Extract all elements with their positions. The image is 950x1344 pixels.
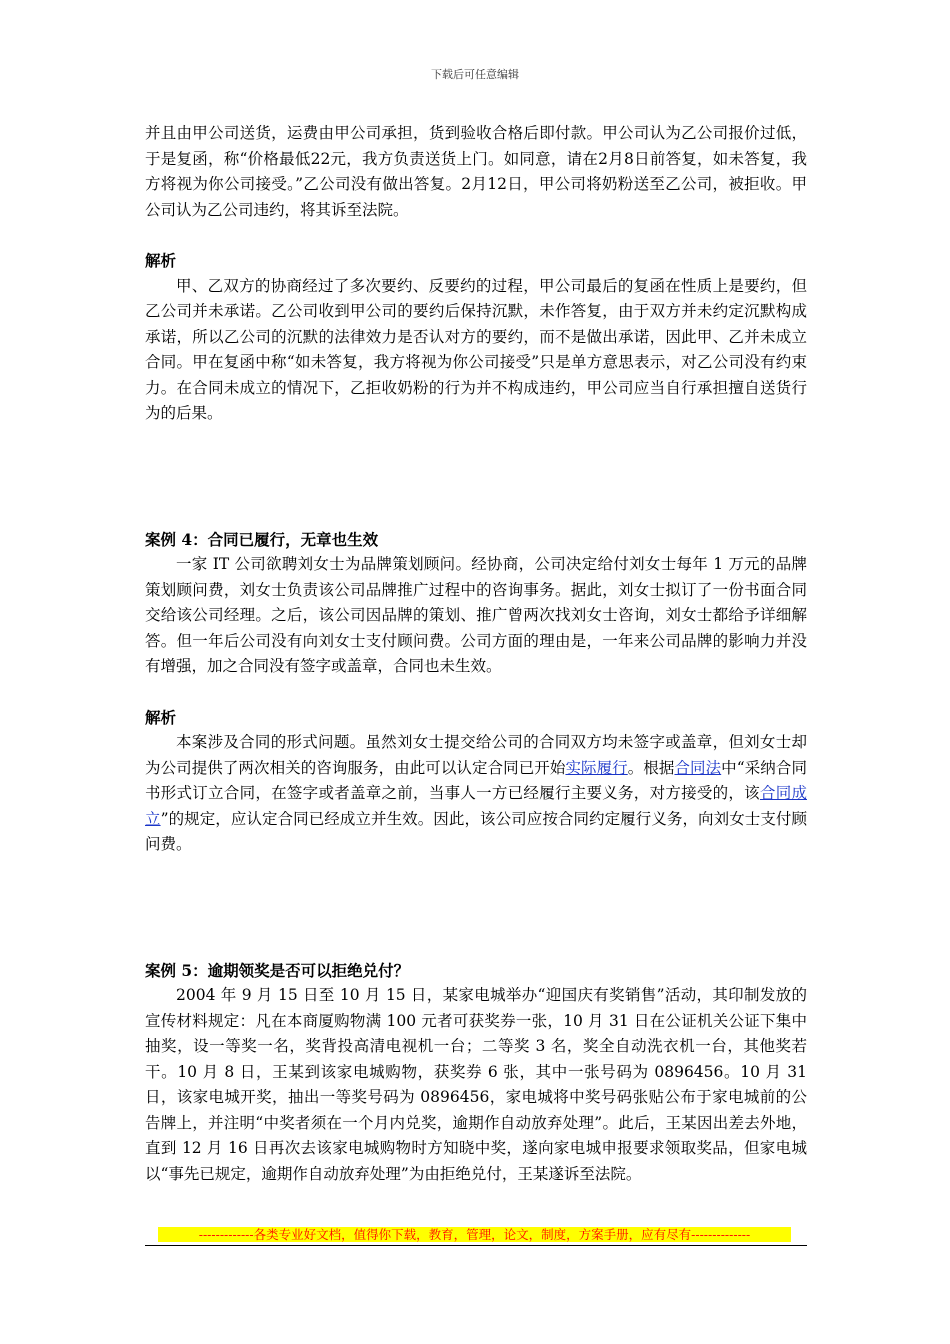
analysis-text-part3: 中“采纳合同书形式订立合同，在签字或者盖章之前，当事人一方已经履行主要义务，对方接受的，该 xyxy=(145,758,807,802)
paragraph-case4-facts: 一家 IT 公司欲聘刘女士为品牌策划顾问。经协商，公司决定给付刘女士每年 1 万元的品牌策划顾问费，刘女士负责该公司品牌推广过程中的咨询事务。据此，刘女士拟订了一份书面合同交给该公司经理。之后，该公司因品牌的策划、推广曾两次找刘女士咨询，刘女士都给予详细解答。但一年后公司没有向刘女士支付顾问费。公司方面的理由是，一年来公司品牌的影响力并没有增强，加之合同没有签字或盖章，合同也未生效。 xyxy=(145,555,807,675)
paragraph-case3-facts: 并且由甲公司送货，运费由甲公司承担，货到验收合格后即付款。甲公司认为乙公司报价过低，于是复函，称“价格最低22元，我方负责送货上门。如同意，请在2月8日前答复，如未答复，我方将视为你公司接受。”乙公司没有做出答复。2月12日，甲公司将奶粉送至乙公司，被拒收。甲公司认为乙公司违约，将其诉至法院。 xyxy=(145,124,807,219)
analysis-text-part2: 。根据 xyxy=(627,758,675,777)
heading-analysis-case3: 解析 xyxy=(145,251,177,270)
link-actual-performance[interactable]: 实际履行 xyxy=(565,758,628,777)
analysis-text-part4: ”的规定，应认定合同已经成立并生效。因此，该公司应按合同约定履行义务，向刘女士支付顾问费。 xyxy=(145,809,807,853)
heading-case5: 案例 5：逾期领奖是否可以拒绝兑付？ xyxy=(145,960,410,980)
heading-case4: 案例 4：合同已履行，无章也生效 xyxy=(145,529,379,549)
page-header: 下载后可任意编辑 xyxy=(431,68,519,81)
paragraph-analysis-case4 xyxy=(145,730,807,858)
paragraph-case5-facts: 2004 年 9 月 15 日至 10 月 15 日，某家电城举办“迎国庆有奖销售”活动，其印制发放的宣传材料规定：凡在本商厦购物满 100 元者可获奖券一张，10 月 31 日在公证机关公证下集中抽奖，设一等奖一名，奖背投高清电视机一台；二等奖 3 名，奖全自动洗衣机一台，其他奖若干。10 月 8 日，王某到该家电城购物，获奖券 6 张，其中一张号码为 0896456。10 月 31 日，该家电城开奖，抽出一等奖号码为 0896456，家电城将中奖号码张贴公布于家电城前的公告牌上，并注明“中奖者须在一个月内兑奖，逾期作自动放弃处理”。此后，王某因出差去外地，直到 12 月 16 日再次去该家电城购物时方知晓中奖，遂向家电城申报要求领取奖品，但家电城以“事先已规定，逾期作自动放弃处理”为由拒绝兑付，王某遂诉至法院。 xyxy=(145,986,807,1183)
document-body xyxy=(145,121,807,1187)
heading-analysis-case4: 解析 xyxy=(145,707,177,727)
link-contract-law[interactable]: 合同法 xyxy=(674,758,722,777)
analysis-text-part1: 本案涉及合同的形式问题。虽然刘女士提交给公司的合同双方均未签字或盖章，但刘女士却为公司提供了两次相关的咨询服务，由此可以认定合同已开始 xyxy=(145,733,807,777)
link-contract-formation[interactable]: 合同成立 xyxy=(145,784,807,828)
paragraph-analysis-case3: 甲、乙双方的协商经过了多次要约、反要约的过程，甲公司最后的复函在性质上是要约，但乙公司并未承诺。乙公司收到甲公司的要约后保持沉默，未作答复，由于双方并未约定沉默构成承诺，所以乙公司的沉默的法律效力是否认对方的要约，而不是做出承诺，因此甲、乙并未成立合同。甲在复函中称“如未答复，我方将视为你公司接受”只是单方意思表示，对乙公司没有约束力。在合同未成立的情况下，乙拒收奶粉的行为并不构成违约，甲公司应当自行承担擅自送货行为的后果。 xyxy=(145,276,807,422)
footer-divider xyxy=(145,1245,807,1246)
footer-banner: -------------各类专业好文档，值得你下载，教育，管理，论文，制度，方案手册，应有尽有-------------- xyxy=(158,1227,791,1242)
